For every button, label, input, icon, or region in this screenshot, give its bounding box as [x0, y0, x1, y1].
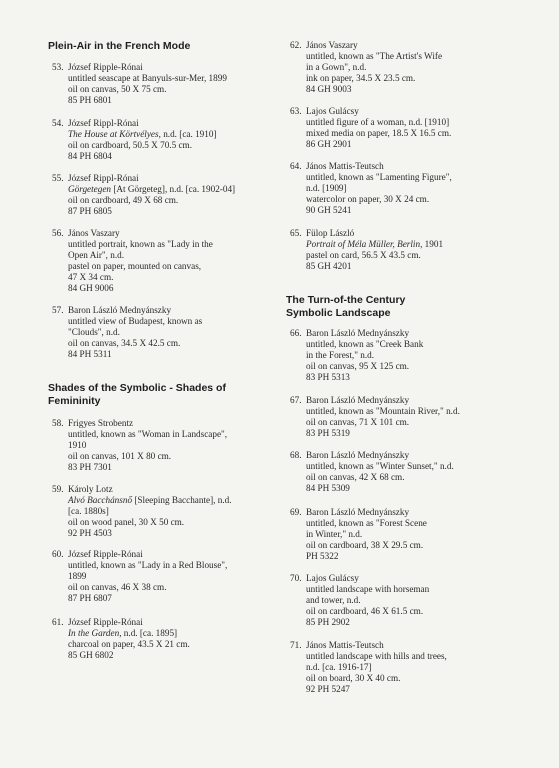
entry-detail-line: oil on cardboard, 49 X 68 cm. [68, 195, 179, 206]
entry-number: 69. [290, 507, 302, 517]
entry-detail-line: oil on cardboard, 38 X 29.5 cm. [306, 540, 424, 551]
entry-detail-line: oil on canvas, 71 X 101 cm. [306, 417, 410, 428]
artist-name: Baron László Mednyánszky [68, 305, 172, 315]
entry-number: 64. [290, 161, 302, 171]
entry-number: 70. [290, 573, 302, 583]
entry-detail-line: untitled figure of a woman, n.d. [1910] [306, 117, 450, 128]
catalog-entry [48, 228, 213, 295]
catalog-entry [48, 617, 190, 661]
entry-detail-line: untitled portrait, known as "Lady in the [68, 239, 213, 250]
entry-detail-line: pastel on card, 56.5 X 43.5 cm. [306, 250, 421, 261]
catalog-entry [48, 118, 217, 162]
artist-name: Frigyes Strobentz [68, 418, 134, 428]
entry-number: 66. [290, 328, 302, 338]
entry-detail-line: 85 GH 6802 [68, 650, 114, 661]
entry-detail-line: oil on canvas, 101 X 80 cm. [68, 451, 172, 462]
entry-number: 61. [52, 617, 64, 627]
entry-detail-line: n.d. [1909] [306, 183, 347, 194]
catalog-entry [286, 507, 427, 562]
catalog-entry [286, 161, 452, 216]
artist-name: János Vaszary [68, 228, 120, 238]
entry-detail-line: 92 PH 5247 [306, 684, 350, 695]
entry-detail-line: 83 PH 7301 [68, 462, 112, 473]
artist-name: Baron László Mednyánszky [306, 507, 410, 517]
entry-detail-line: 84 PH 6804 [68, 151, 112, 162]
entry-detail-line: "Clouds", n.d. [68, 327, 120, 338]
entry-detail-line: pastel on paper, mounted on canvas, [68, 261, 202, 272]
entry-detail-line: and tower, n.d. [306, 595, 361, 606]
entry-detail-line: oil on cardboard, 50.5 X 70.5 cm. [68, 140, 193, 151]
entry-detail-line: untitled landscape with hills and trees, [306, 651, 447, 662]
entry-detail-line: The House at Körtvélyes, n.d. [ca. 1910] [68, 129, 217, 140]
section-heading-line: Femininity [48, 394, 101, 407]
entry-detail-line: in a Gown", n.d. [306, 62, 367, 73]
entry-number: 53. [52, 62, 64, 72]
entry-detail-line: untitled landscape with horseman [306, 584, 430, 595]
entry-detail-line: oil on board, 30 X 40 cm. [306, 673, 401, 684]
section-heading-line: Shades of the Symbolic - Shades of [48, 382, 226, 394]
entry-detail-line: Görgetegen [At Görgeteg], n.d. [ca. 1902-04] [68, 184, 236, 195]
entry-number: 56. [52, 228, 64, 238]
entry-detail-line: PH 5322 [306, 551, 339, 562]
artist-name: Baron László Mednyánszky [306, 450, 410, 460]
entry-detail-line: oil on wood panel, 30 X 50 cm. [68, 517, 185, 528]
catalog-entry [286, 328, 423, 383]
section-heading [48, 40, 190, 53]
entry-detail-line: mixed media on paper, 18.5 X 16.5 cm. [306, 128, 452, 139]
artist-name: Lajos Gulácsy [306, 573, 359, 583]
catalog-entry [286, 450, 454, 494]
entry-detail-line: 87 PH 6807 [68, 593, 112, 604]
artist-name: József Rippl-Rónai [68, 173, 139, 183]
entry-detail-line: oil on cardboard, 46 X 61.5 cm. [306, 606, 424, 617]
entry-detail-line: 83 PH 5319 [306, 428, 350, 439]
entry-detail-line: in the Forest," n.d. [306, 350, 375, 361]
entry-detail-line: in Winter," n.d. [306, 529, 363, 540]
catalog-entry [286, 228, 443, 272]
artist-name: Lajos Gulácsy [306, 106, 359, 116]
entry-detail-line: untitled view of Budapest, known as [68, 316, 203, 327]
entry-detail-line: Open Air", n.d. [68, 250, 125, 261]
entry-detail-line: In the Garden, n.d. [ca. 1895] [68, 628, 178, 639]
entry-number: 62. [290, 40, 302, 50]
entry-detail-line: untitled, known as "Lady in a Red Blouse", [68, 560, 228, 571]
catalog-entry [286, 106, 451, 150]
entry-detail-line: 90 GH 5241 [306, 205, 352, 216]
entry-detail-line: 84 PH 5309 [306, 483, 350, 494]
entry-number: 55. [52, 173, 64, 183]
entry-number: 71. [290, 640, 302, 650]
entry-detail-line: 84 GH 9006 [68, 283, 114, 294]
section-heading [286, 294, 405, 319]
entry-detail-line: oil on canvas, 34.5 X 42.5 cm. [68, 338, 181, 349]
entry-detail-line: 86 GH 2901 [306, 139, 352, 150]
entry-detail-line: untitled, known as "Winter Sunset," n.d. [306, 461, 454, 472]
entry-number: 58. [52, 418, 64, 428]
entry-detail-line: 87 PH 6805 [68, 206, 112, 217]
entry-detail-line: untitled, known as "Mountain River," n.d. [306, 406, 460, 417]
entry-detail-line: 85 PH 6801 [68, 95, 112, 106]
entry-detail-line: untitled, known as "Woman in Landscape", [68, 429, 228, 440]
entry-detail-line: 83 PH 5313 [306, 372, 350, 383]
entry-number: 65. [290, 228, 302, 238]
entry-detail-line: 1910 [68, 440, 87, 451]
artist-name: Károly Lotz [68, 484, 113, 494]
catalog-entry [48, 418, 227, 473]
entry-number: 68. [290, 450, 302, 460]
artist-name: János Mattis-Teutsch [306, 640, 384, 650]
entry-detail-line: untitled, known as "The Artist's Wife [306, 51, 443, 62]
entry-detail-line: oil on canvas, 95 X 125 cm. [306, 361, 410, 372]
artist-name: Baron László Mednyánszky [306, 395, 410, 405]
entry-detail-line: oil on canvas, 42 X 68 cm. [306, 472, 405, 483]
entry-detail-line: 85 PH 2902 [306, 617, 350, 628]
entry-detail-line: untitled, known as "Forest Scene [306, 518, 427, 529]
entry-detail-line: 47 X 34 cm. [68, 272, 114, 283]
artist-name: József Ripple-Rónai [68, 617, 143, 627]
entry-detail-line: ink on paper, 34.5 X 23.5 cm. [306, 73, 416, 84]
artist-name: János Mattis-Teutsch [306, 161, 384, 171]
entry-number: 59. [52, 484, 64, 494]
catalog-entry [286, 395, 460, 439]
entry-detail-line: n.d. [ca. 1916-17] [306, 662, 372, 673]
entry-detail-line: oil on canvas, 50 X 75 cm. [68, 84, 167, 95]
artist-name: József Ripple-Rónai [68, 549, 143, 559]
catalog-entry [48, 484, 232, 539]
catalog-entry [286, 40, 442, 95]
artist-name: János Vaszary [306, 40, 358, 50]
catalog-entry [48, 173, 235, 217]
catalog-entry [48, 62, 227, 106]
entry-detail-line: 92 PH 4503 [68, 528, 112, 539]
section-heading-line: Plein-Air in the French Mode [48, 40, 191, 52]
entry-number: 67. [290, 395, 302, 405]
entry-detail-line: 84 PH 5311 [68, 349, 112, 360]
entry-detail-line: Portrait of Méla Müller, Berlin, 1901 [306, 239, 444, 250]
entry-number: 60. [52, 549, 64, 559]
entry-detail-line: untitled seascape at Banyuls-sur-Mer, 1899 [68, 73, 227, 84]
entry-number: 54. [52, 118, 64, 128]
entry-detail-line: 84 GH 9003 [306, 84, 352, 95]
artist-name: Baron László Mednyánszky [306, 328, 410, 338]
entry-detail-line: 85 GH 4201 [306, 261, 352, 272]
entry-number: 63. [290, 106, 302, 116]
entry-detail-line: Alvó Bacchánsnő [Sleeping Bacchante], n.d. [68, 495, 232, 506]
section-heading-line: The Turn-of-the Century [286, 294, 406, 306]
section-heading-line: Symbolic Landscape [286, 306, 391, 319]
entry-detail-line: watercolor on paper, 30 X 24 cm. [306, 194, 430, 205]
catalog-entry [286, 573, 429, 628]
entry-detail-line: charcoal on paper, 43.5 X 21 cm. [68, 639, 190, 650]
entry-detail-line: oil on canvas, 46 X 38 cm. [68, 582, 167, 593]
entry-detail-line: untitled, known as "Creek Bank [306, 339, 424, 350]
artist-name: József Rippl-Rónai [68, 118, 139, 128]
entry-number: 57. [52, 305, 64, 315]
catalog-entry [48, 305, 202, 360]
section-heading [48, 382, 226, 407]
artist-name: József Ripple-Rónai [68, 62, 143, 72]
entry-detail-line: untitled, known as "Lamenting Figure", [306, 172, 452, 183]
entry-detail-line: 1899 [68, 571, 87, 582]
catalog-entry [48, 549, 227, 604]
artist-name: Fülop László [306, 228, 355, 238]
entry-detail-line: [ca. 1880s] [68, 506, 109, 517]
catalog-entry [286, 640, 447, 695]
